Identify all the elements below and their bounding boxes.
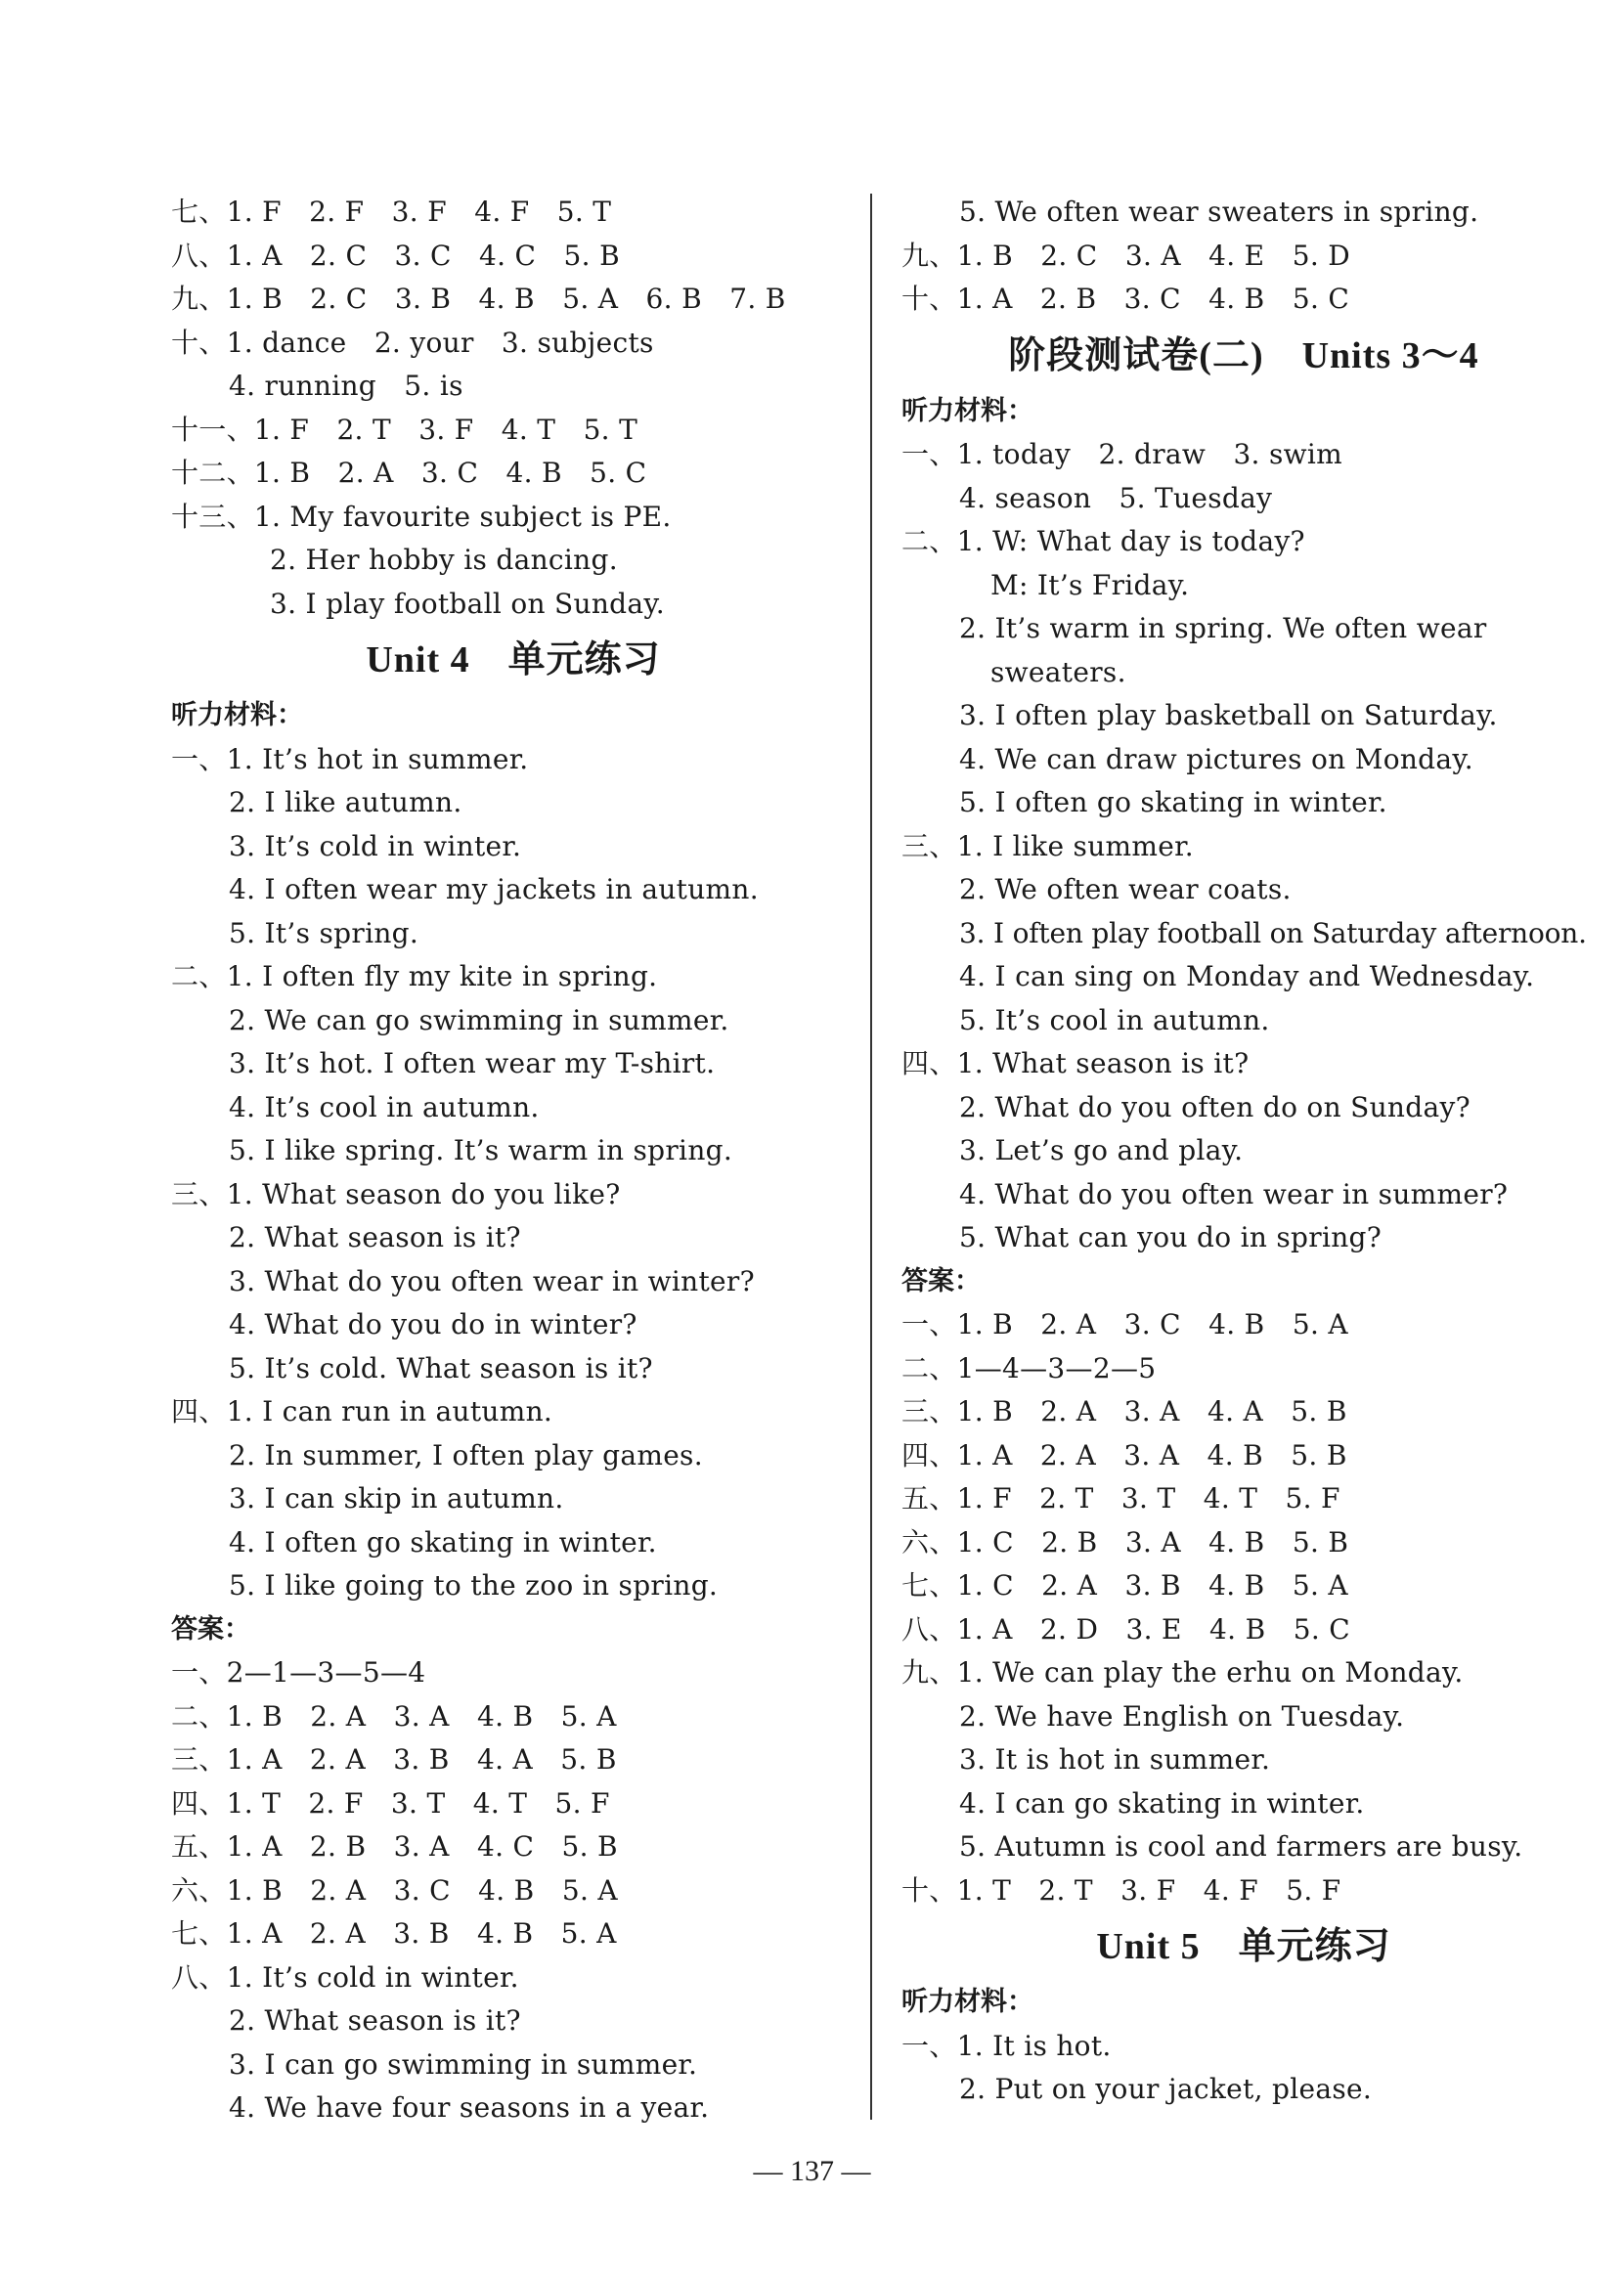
listening-line: 2. In summer, I often play games. (229, 1438, 703, 1471)
listening-line: 5. What can you do in spring? (959, 1221, 1383, 1253)
answer-line: 四、1. A 2. A 3. A 4. B 5. B (901, 1438, 1347, 1471)
answer-line: 七、1. F 2. F 3. F 4. F 5. T (171, 196, 612, 228)
answer-line: 四、1. T 2. F 3. T 4. T 5. F (171, 1786, 610, 1820)
listening-line: 二、1. W: What day is today? (901, 525, 1305, 557)
answer-line: 十一、1. F 2. T 3. F 4. T 5. T (171, 413, 638, 446)
answer-line: 4. We have four seasons in a year. (229, 2091, 710, 2124)
answer-line: 十三、1. My favourite subject is PE. (171, 500, 672, 533)
listening-label: 听力材料： (901, 395, 1033, 426)
listening-line: 4. It’s cool in autumn. (229, 1090, 540, 1123)
listening-line: 2. Put on your jacket, please. (959, 2073, 1373, 2105)
right-column (901, 191, 1586, 2112)
listening-line: 5. It’s cold. What season is it? (229, 1351, 653, 1384)
listening-line: 5. It’s spring. (229, 916, 419, 949)
listening-line: 2. I like autumn. (229, 786, 462, 818)
listening-line: 二、1. I often fly my kite in spring. (171, 960, 658, 992)
answer-line: 2. What season is it? (229, 2004, 521, 2037)
listening-line: M: It’s Friday. (990, 568, 1190, 601)
answer-line: 十、1. dance 2. your 3. subjects (171, 326, 654, 359)
answer-line: 九、1. B 2. C 3. A 4. E 5. D (901, 239, 1350, 272)
listening-line: 4. What do you often wear in summer? (959, 1177, 1509, 1210)
listening-line: 三、1. I like summer. (901, 829, 1194, 862)
answer-line: 一、1. B 2. A 3. C 4. B 5. A (901, 1308, 1348, 1340)
listening-line: 一、1. today 2. draw 3. swim (901, 438, 1343, 470)
listening-line: 三、1. What season do you like? (171, 1177, 621, 1210)
answer-line: 5. We often wear sweaters in spring. (959, 196, 1479, 228)
listening-line: 3. I can skip in autumn. (229, 1482, 564, 1515)
listening-line: 2. What do you often do on Sunday? (959, 1090, 1470, 1123)
listening-line: 3. It’s hot. I often wear my T-shirt. (229, 1047, 716, 1079)
listening-line: 2. We often wear coats. (959, 873, 1292, 905)
answer-line: 五、1. F 2. T 3. T 4. T 5. F (901, 1482, 1340, 1515)
test-heading: 阶段测试卷(二) Units 3～4 (1008, 334, 1479, 376)
page-number: — 137 — (753, 2155, 871, 2187)
listening-line: 3. It’s cold in winter. (229, 829, 522, 862)
answer-line: 七、1. C 2. A 3. B 4. B 5. A (901, 1569, 1348, 1602)
unit5-heading: Unit 5 单元练习 (1096, 1926, 1391, 1967)
answer-line: 2. Her hobby is dancing. (270, 544, 618, 576)
answer-line: 三、1. A 2. A 3. B 4. A 5. B (171, 1743, 617, 1776)
listening-line: 四、1. What season is it? (901, 1047, 1250, 1079)
answer-line: 十、1. T 2. T 3. F 4. F 5. F (901, 1873, 1341, 1907)
answer-line: 八、1. A 2. C 3. C 4. C 5. B (171, 239, 620, 272)
listening-line: 5. It’s cool in autumn. (959, 1003, 1270, 1036)
listening-line: 3. I often play basketball on Saturday. (959, 699, 1498, 731)
answer-line: 二、1—4—3—2—5 (901, 1351, 1157, 1384)
answer-line: 3. I play football on Sunday. (270, 587, 665, 620)
listening-line: 2. What season is it? (229, 1221, 521, 1253)
listening-line: sweaters. (990, 655, 1126, 688)
answer-line: 三、1. B 2. A 3. A 4. A 5. B (901, 1395, 1347, 1427)
listening-line: 3. What do you often wear in winter? (229, 1264, 755, 1297)
listening-line: 3. I often play football on Saturday afternoon. (959, 916, 1587, 949)
listening-line: 2. We can go swimming in summer. (229, 1003, 729, 1036)
answer-line: 五、1. A 2. B 3. A 4. C 5. B (171, 1830, 618, 1863)
listening-line: 四、1. I can run in autumn. (171, 1395, 553, 1427)
answer-line: 七、1. A 2. A 3. B 4. B 5. A (171, 1917, 617, 1950)
answer-label: 答案： (171, 1613, 250, 1645)
listening-line: 2. It’s warm in spring. We often wear (959, 612, 1487, 644)
listening-label: 听力材料： (901, 1987, 1033, 2017)
answer-line: 六、1. B 2. A 3. C 4. B 5. A (171, 1873, 618, 1907)
answer-line: 八、1. It’s cold in winter. (171, 1960, 519, 1994)
listening-line: 一、1. It is hot. (901, 2029, 1112, 2062)
answer-line: 2. We have English on Tuesday. (959, 1699, 1405, 1733)
listening-line: 4. I often go skating in winter. (229, 1525, 657, 1559)
answer-line: 5. Autumn is cool and farmers are busy. (959, 1830, 1523, 1863)
listening-line: 5. I like going to the zoo in spring. (229, 1569, 719, 1602)
answer-line: 4. running 5. is (229, 370, 463, 402)
answer-line: 3. It is hot in summer. (959, 1743, 1271, 1776)
answer-line: 九、1. B 2. C 3. B 4. B 5. A 6. B 7. B (171, 283, 786, 315)
listening-line: 4. We can draw pictures on Monday. (959, 742, 1473, 775)
answer-line: 3. I can go swimming in summer. (229, 2047, 698, 2081)
answer-line: 4. I can go skating in winter. (959, 1786, 1365, 1820)
answer-line: 九、1. We can play the erhu on Monday. (901, 1656, 1464, 1689)
listening-line: 5. I often go skating in winter. (959, 786, 1387, 818)
listening-line: 4. I can sing on Monday and Wednesday. (959, 960, 1535, 992)
listening-line: 4. season 5. Tuesday (959, 481, 1273, 514)
answer-label: 答案： (901, 1265, 981, 1296)
unit4-heading: Unit 4 单元练习 (366, 639, 661, 681)
answer-line: 十二、1. B 2. A 3. C 4. B 5. C (171, 457, 647, 489)
answer-line: 六、1. C 2. B 3. A 4. B 5. B (901, 1525, 1349, 1559)
listening-line: 4. I often wear my jackets in autumn. (229, 873, 759, 905)
listening-line: 5. I like spring. It’s warm in spring. (229, 1134, 733, 1166)
listening-line: 3. Let’s go and play. (959, 1134, 1244, 1166)
answer-line: 二、1. B 2. A 3. A 4. B 5. A (171, 1699, 617, 1733)
listening-label: 听力材料： (171, 700, 303, 730)
column-divider (870, 194, 872, 2120)
listening-line: 4. What do you do in winter? (229, 1308, 637, 1340)
listening-line: 一、1. It’s hot in summer. (171, 742, 529, 775)
answer-line: 十、1. A 2. B 3. C 4. B 5. C (901, 283, 1350, 315)
answer-line: 一、2—1—3—5—4 (171, 1656, 426, 1689)
answer-line: 八、1. A 2. D 3. E 4. B 5. C (901, 1612, 1350, 1646)
left-column (171, 191, 856, 2130)
